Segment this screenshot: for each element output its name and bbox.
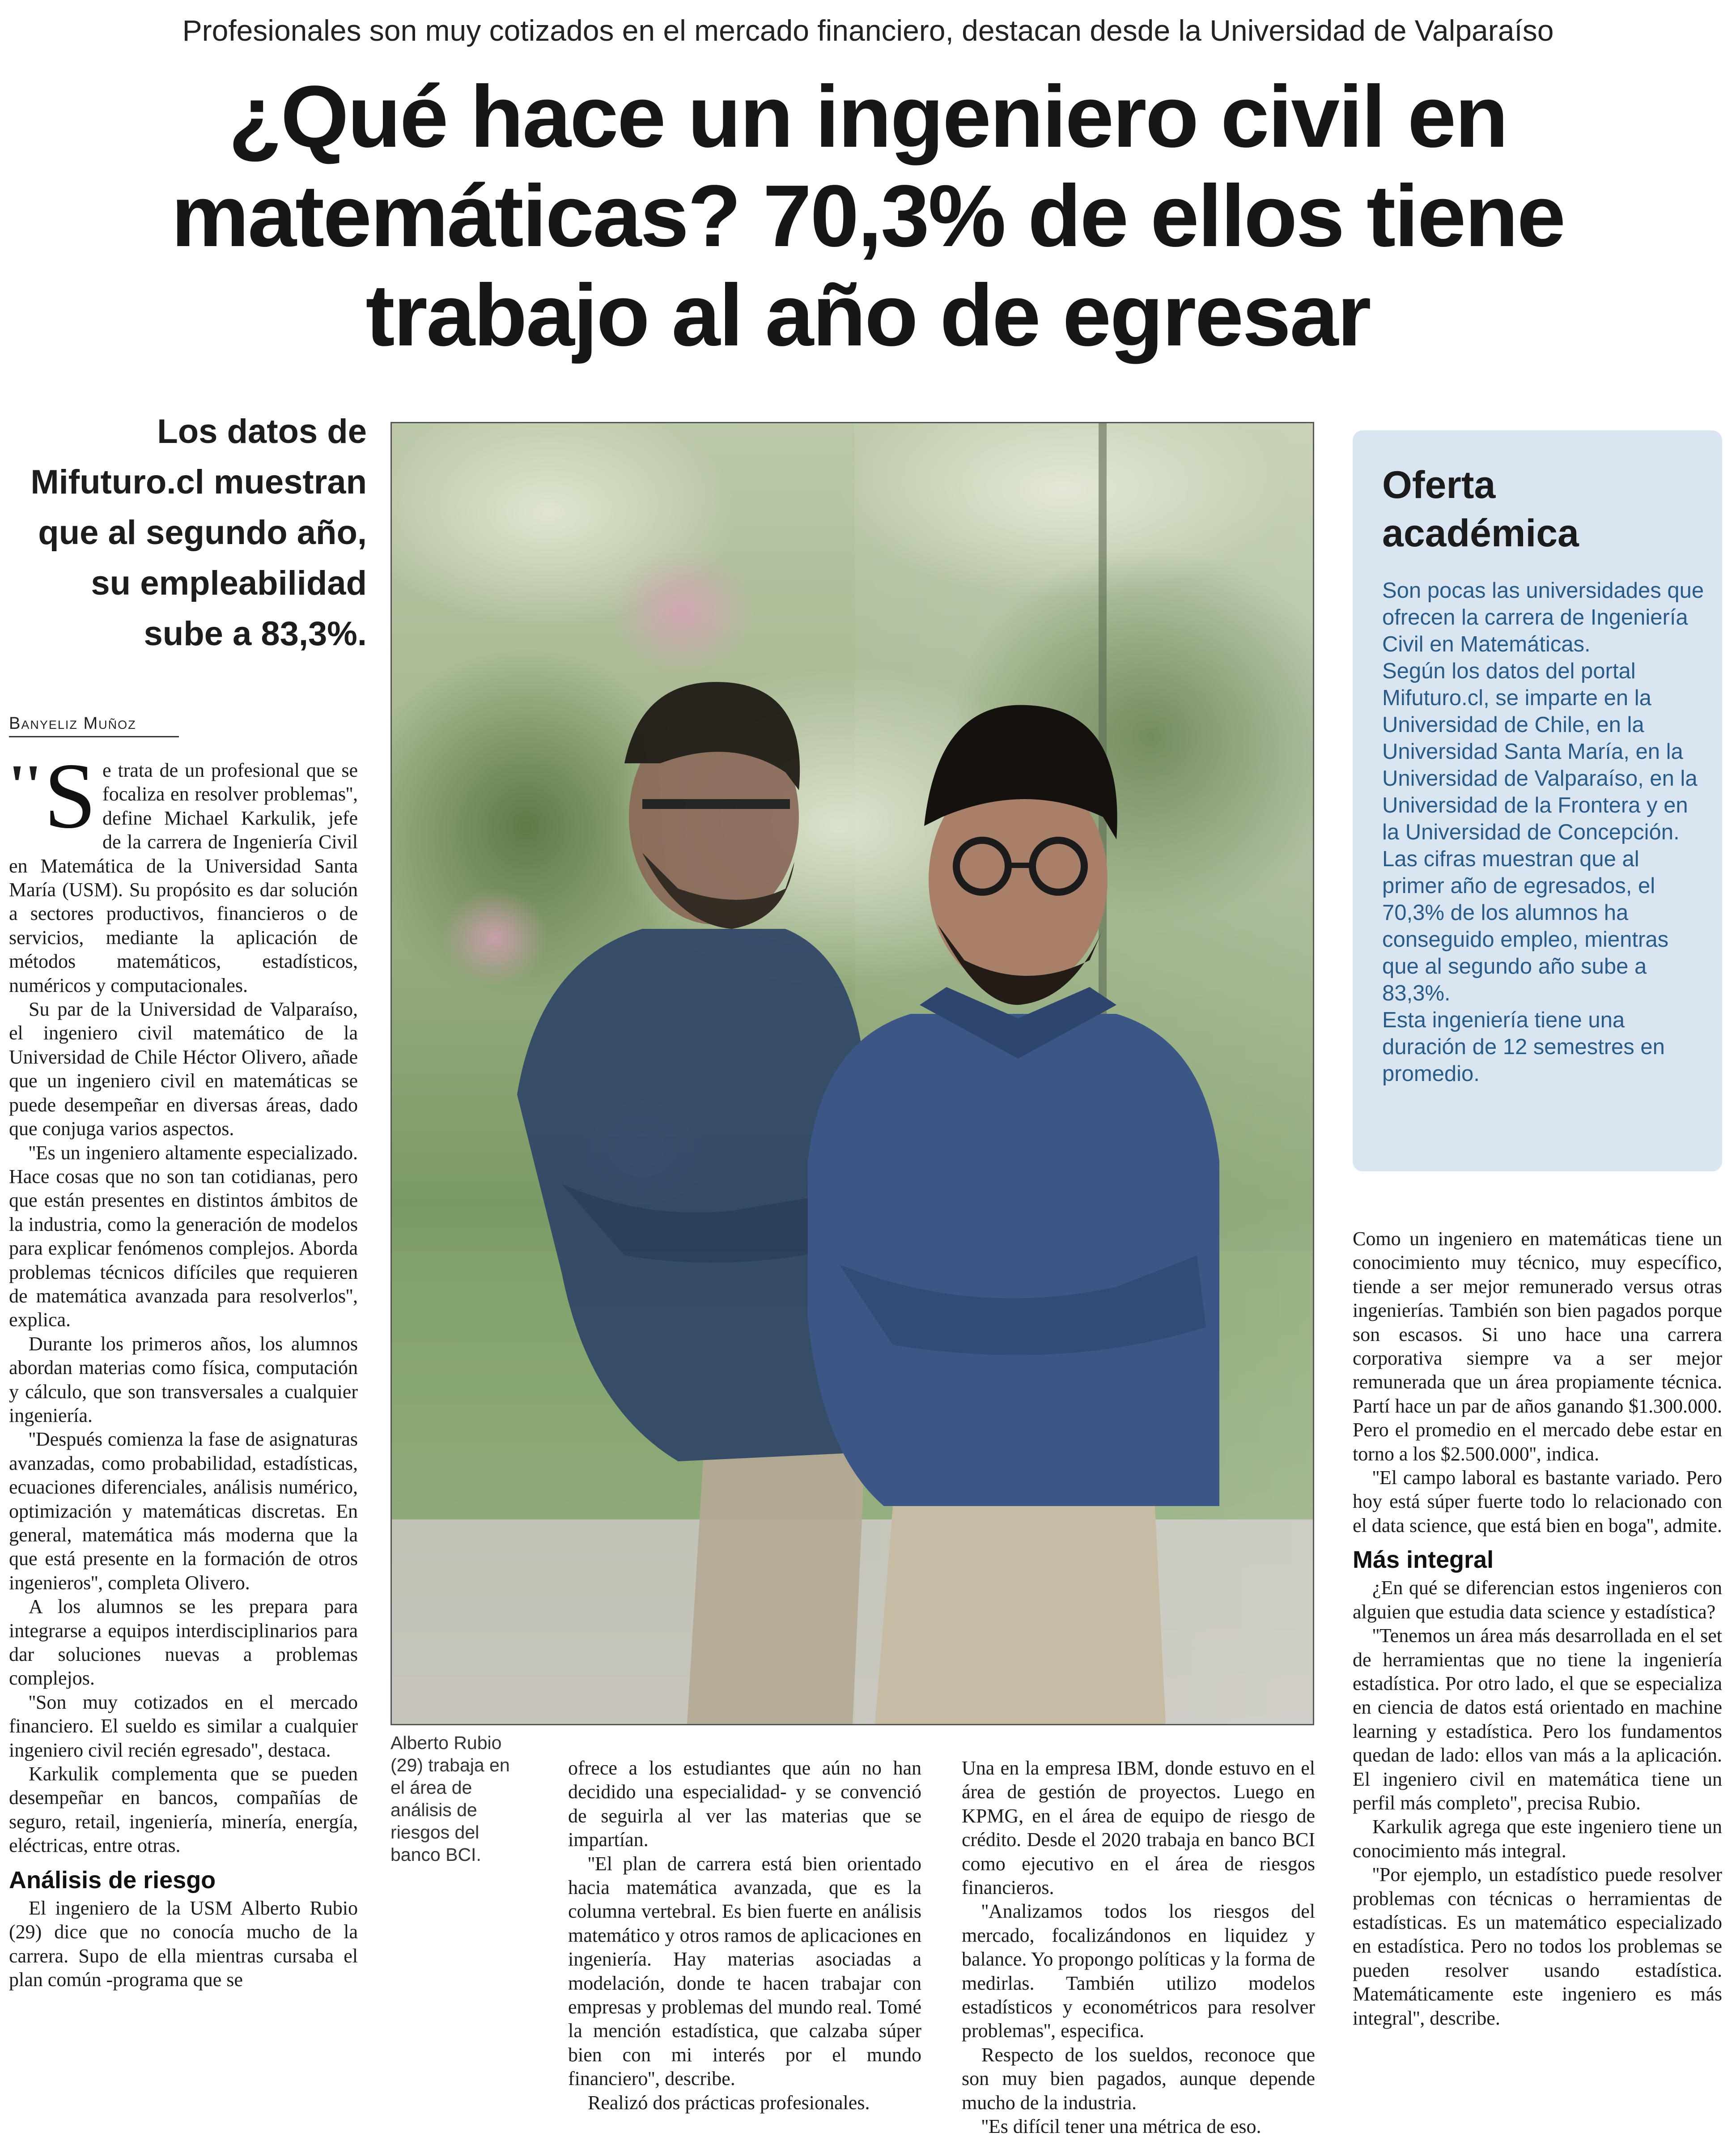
paragraph: ''Son muy cotizados en el mercado financiero. El sueldo es similar a cualquier ingeniero civil recién egresado'', destaca. [9, 1691, 358, 1761]
headline [54, 67, 1682, 365]
paragraph: ''Por ejemplo, un estadístico puede resolver problemas con técnicas o herramientas de estadísticas. Es un matemático especializado en estadística. Pero no todos los problemas se pueden resolver usando estadística. Matemáticamente este ingeniero es más integral'', describe. [1353, 1864, 1722, 2029]
sidebar-paragraph: Esta ingeniería tiene una duración de 12 semestres en promedio. [1382, 1008, 1665, 1086]
article-photo [390, 422, 1314, 1725]
paragraph: Respecto de los sueldos, reconoce que son muy bien pagados, aunque depende mucho de la industria. [962, 2043, 1315, 2114]
paragraph: ''El campo laboral es bastante variado. Pero hoy está súper fuerte todo lo relacionado con el data science, que está bien en boga'', admite. [1353, 1467, 1722, 1536]
paragraph: Realizó dos prácticas profesionales. [588, 2091, 870, 2114]
article-column-3 [962, 1756, 1315, 2149]
photo-caption: Alberto Rubio (29) trabaja en el área de análisis de riesgos del banco BCI. [390, 1732, 510, 1865]
paragraph: ¿En qué se diferencian estos ingenieros con alguien que estudia data science y estadística? [1353, 1577, 1722, 1623]
article-column-2 [568, 1756, 921, 2149]
article-column-1 [9, 758, 358, 2149]
sidebar-paragraph: Son pocas las universidades que ofrecen la carrera de Ingeniería Civil en Matemáticas. [1382, 579, 1704, 656]
headline-line-1: ¿Qué hace un ingeniero civil en [228, 68, 1507, 166]
paragraph: Una en la empresa IBM, donde estuvo en el área de gestión de proyectos. Luego en KPMG, en el área de equipo de riesgo de crédito. Desde el 2020 trabaja en banco BCI como ejecutivo en el área de riesgos financieros. [962, 1757, 1315, 1899]
paragraph: A los alumnos se les prepara para integrarse a equipos interdisciplinarios para dar soluciones nuevas a problemas complejos. [9, 1596, 358, 1689]
opening-quote: '' [9, 758, 42, 817]
byline: Banyeliz Muñoz [9, 714, 179, 737]
drop-cap: S [44, 758, 97, 848]
sidebar-paragraph: Las cifras muestran que al primer año de egresados, el 70,3% de los alumnos ha conseguido empleo, mientras que al segundo año sube a 83,3%. [1382, 847, 1669, 1005]
sidebar-paragraph: Según los datos del portal Mifuturo.cl, se imparte en la Universidad de Chile, en la Universidad Santa María, en la Universidad de Valparaíso, en la Universidad de la Frontera y en la Universidad de Concepción. [1382, 659, 1698, 844]
lead-paragraph: '' S e trata de un profesional que se focaliza en resolver problemas'', define Michael Karkulik, jefe de la carrera de Ingeniería Civil en Matemática de la Universidad Santa María (USM). Su propósito es dar solución a sectores productivos, financieros o de servicios, mediante la aplicación de métodos matemáticos, estadísticos, numéricos y computacionales. [9, 758, 358, 996]
section-heading: Más integral [1353, 1546, 1494, 1574]
paragraph: ''Es un ingeniero altamente especializado. Hace cosas que no son tan cotidianas, pero que están presentes en distintos ámbitos de la industria, como la generación de modelos para explicar fenómenos complejos. Aborda problemas técnicos difíciles que requieren de matemática avanzada para resolverlos'', explica. [9, 1141, 358, 1331]
paragraph: ''Es difícil tener una métrica de eso. [981, 2115, 1261, 2138]
paragraph: Su par de la Universidad de Valparaíso, el ingeniero civil matemático de la Universidad de Chile Héctor Olivero, añade que un ingeniero civil en matemáticas se puede desempeñar en diversas áreas, dado que conjuga varios aspectos. [9, 998, 358, 1140]
paragraph: Durante los primeros años, los alumnos abordan materias como física, computación y cálculo, que son transversales a cualquier ingeniería. [9, 1332, 358, 1426]
article-column-4 [1353, 1227, 1722, 2149]
sidebar-title: Oferta académica [1382, 464, 1579, 555]
headline-line-3: trabajo al año de egresar [365, 266, 1370, 364]
paragraph: El ingeniero de la USM Alberto Rubio (29) dice que no conocía mucho de la carrera. Supo de ella mientras cursaba el plan común -programa que se [9, 1897, 358, 1991]
photo-two-men-arms-crossed-reflection [392, 423, 1313, 1724]
subheadline: Los datos de Mifuturo.cl muestran que al segundo año, su empleabilidad sube a 83,3%. [30, 413, 367, 653]
sidebar-body [1382, 577, 1704, 1087]
paragraph: ''El plan de carrera está bien orientado hacia matemática avanzada, que es la columna vertebral. Es bien fuerte en análisis matemático y otros ramos de aplicaciones en ingeniería. Hay materias asociadas a modelación, donde te hacen trabajar con empresas y problemas del mundo real. Tomé la mención estadística, que calzaba súper bien con mi interés por el mundo financiero'', describe. [568, 1852, 921, 2090]
paragraph: Karkulik complementa que se pueden desempeñar en bancos, compañías de seguro, retail, ingeniería, minería, energía, eléctricas, entre otras. [9, 1763, 358, 1857]
paragraph: ''Analizamos todos los riesgos del mercado, focalizándonos en liquidez y balance. Yo propongo políticas y la forma de medirlas. También utilizo modelos estadísticos y econométricos para resolver problemas'', especifica. [962, 1900, 1315, 2042]
paragraph: Como un ingeniero en matemáticas tiene un conocimiento muy técnico, muy específico, tiende a ser mejor remunerado versus otras ingenierías. También son bien pagados porque son escasos. Si uno hace una carrera corporativa siempre va a ser mejor remunerada que un área propiamente técnica. Partí hace un par de años ganando $1.300.000. Pero el promedio en el mercado debe estar en torno a los $2.500.000'', indica. [1353, 1228, 1722, 1465]
paragraph: ofrece a los estudiantes que aún no han decidido una especialidad- y se convenció de seguirla al ver las materias que se impartían. [568, 1757, 921, 1851]
headline-line-2: matemáticas? 70,3% de ellos tiene [171, 167, 1565, 265]
kicker: Profesionales son muy cotizados en el mercado financiero, destacan desde la Universidad de Valparaíso [182, 14, 1554, 47]
paragraph: ''Tenemos un área más desarrollada en el set de herramientas que no tiene la ingeniería estadística. Por otro lado, el que se especializa en ciencia de datos está orientado en machine learning y estadística. Pero los fundamentos quedan de lado: ellos van más a la aplicación. El ingeniero civil en matemática tiene un perfil más completo'', precisa Rubio. [1353, 1625, 1722, 1814]
paragraph: Karkulik agrega que este ingeniero tiene un conocimiento más integral. [1353, 1816, 1722, 1862]
paragraph: ''Después comienza la fase de asignaturas avanzadas, como probabilidad, estadísticas, ecuaciones diferenciales, análisis numérico, optimización y matemáticas discretas. En general, matemática más moderna que la que está presente en la formación de otros ingenieros'', completa Olivero. [9, 1428, 358, 1594]
section-heading: Análisis de riesgo [9, 1866, 216, 1894]
